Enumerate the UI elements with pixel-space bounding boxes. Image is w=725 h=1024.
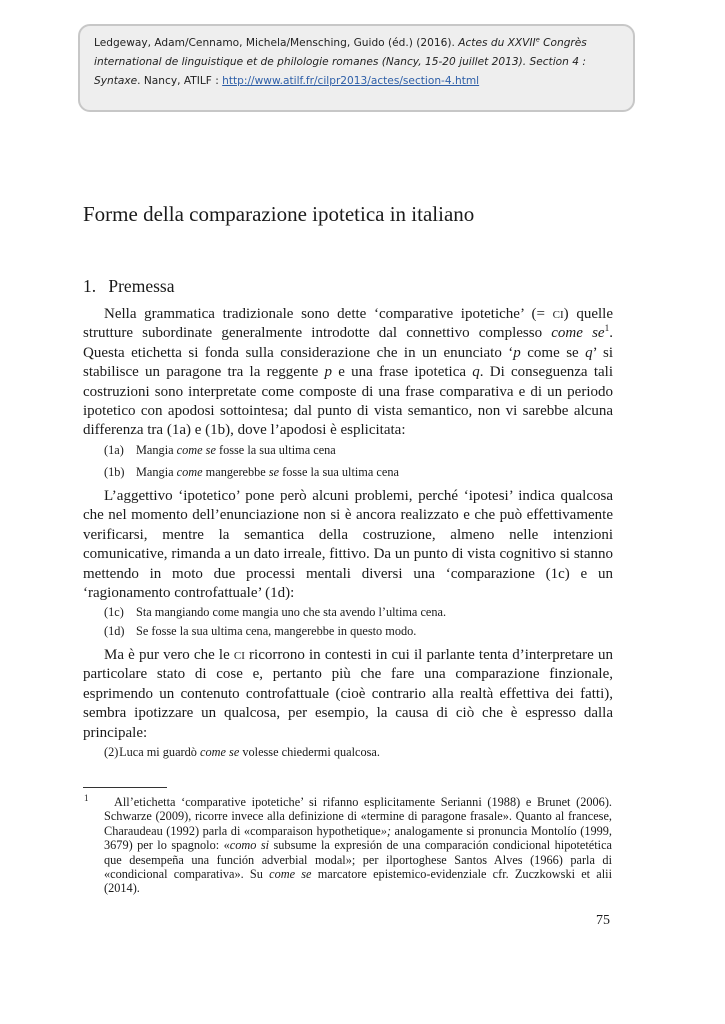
citation-publisher: . Nancy, ATILF : xyxy=(137,75,223,87)
footnote-ref[interactable]: 1 xyxy=(604,324,610,335)
paragraph-1: Nella grammatica tradizionale sono dette ‘comparative ipotetiche’ (= ci) quelle strutture subordinate generalmente introdotte dal connettivo complesso come $se^1$. Questa etichetta si fonda sulla considerazione che in un enunciato ‘p come se q’ si stabilisce un paragone tra la reggente p e una frase ipotetica q. Di conseguenza tali costruzioni sono interpretate come composte di una frase comparativa e di un periodo ipotetico con apodosi sottointesa; dal punto di vista semantico, non vi sarebbe alcuna differenza tra (1a) e (1b), dove l’apodosi è esplicitata: xyxy=(83,306,614,439)
footnote-divider xyxy=(83,787,167,788)
example-2: (2) Luca mi guardò come se volesse chiedermi qualcosa. xyxy=(104,745,380,759)
section-title: Premessa xyxy=(108,276,175,296)
section-heading xyxy=(83,276,174,297)
citation-title: Actes du XXVIIe Congrès international de linguistique et de philologie romanes (Nancy, 15-20 juillet 2013). Section 4 : Syntaxe xyxy=(94,35,587,87)
example-1c: (1c) Sta mangiando come mangia uno che sta avendo l’ultima cena. xyxy=(104,605,447,619)
footnote-number: 1 xyxy=(84,793,89,803)
example-1b: (1b) Mangia come mangerebbe se fosse la sua ultima cena xyxy=(104,465,399,479)
citation-link[interactable]: http://www.atilf.fr/cilpr2013/actes/section-4.html xyxy=(222,75,480,87)
paragraph-3: Ma è pur vero che le ci ricorrono in contesti in cui il parlante tenta d’interpretare un particolare stato di cose e, pertanto più che fare una comparazione finzionale, esprimendo un contenuto controfattuale (cioè contrario alla realtà effettiva dei fatti), sembra ipotizzare un qualcosa, per esempio, la causa di ciò che è espresso dalla principale: xyxy=(83,647,613,741)
citation-header xyxy=(78,24,635,112)
example-1a: (1a) Mangia come se fosse la sua ultima cena xyxy=(104,443,336,457)
footnote-text: All’etichetta ‘comparative ipotetiche’ si rifanno esplicitamente Serianni (1988) e Brunet (2006). Schwarze (2009), ricorre invece alla definizione di «termine di paragone frasale». Quanto al francese, Charaudeau (1992) parla di «comparaison hypothetique»; analogamente si pronuncia Montolío (1999, 3679) per lo spagnolo: «como si subsume la expresión de una comparación condicional hipotetética que desempeña una función adverbial modal»; per ilportoghese Santos Alves (1966) parla di «condicional comparativa». Su come se marcatore epistemico-evidenziale cfr. Zuczkowski et alii (2014). xyxy=(104,795,613,896)
example-1d: (1d) Se fosse la sua ultima cena, mangerebbe in questo modo. xyxy=(104,624,417,638)
article-title: Forme della comparazione ipotetica in italiano xyxy=(83,202,475,226)
page-number: 75 xyxy=(596,913,610,928)
citation-authors: Ledgeway, Adam/Cennamo, Michela/Mensching, Guido (éd.) (2016). xyxy=(94,37,459,49)
section-number: 1. xyxy=(83,276,97,296)
paragraph-2: L’aggettivo ‘ipotetico’ pone però alcuni problemi, perché ‘ipotesi’ indica qualcosa che nel momento dell’enunciazione non si è ancora realizzato e che può effettivamente verificarsi, mentre la semantica della costruzione, almeno nelle intenzioni comunicative, rimanda a un dato irreale, fittivo. Da un punto di vista cognitivo si stanno mettendo in moto due processi mentali diversi una ‘comparazione (1c) e un ‘ragionamento controfattuale’ (1d): xyxy=(83,488,613,602)
